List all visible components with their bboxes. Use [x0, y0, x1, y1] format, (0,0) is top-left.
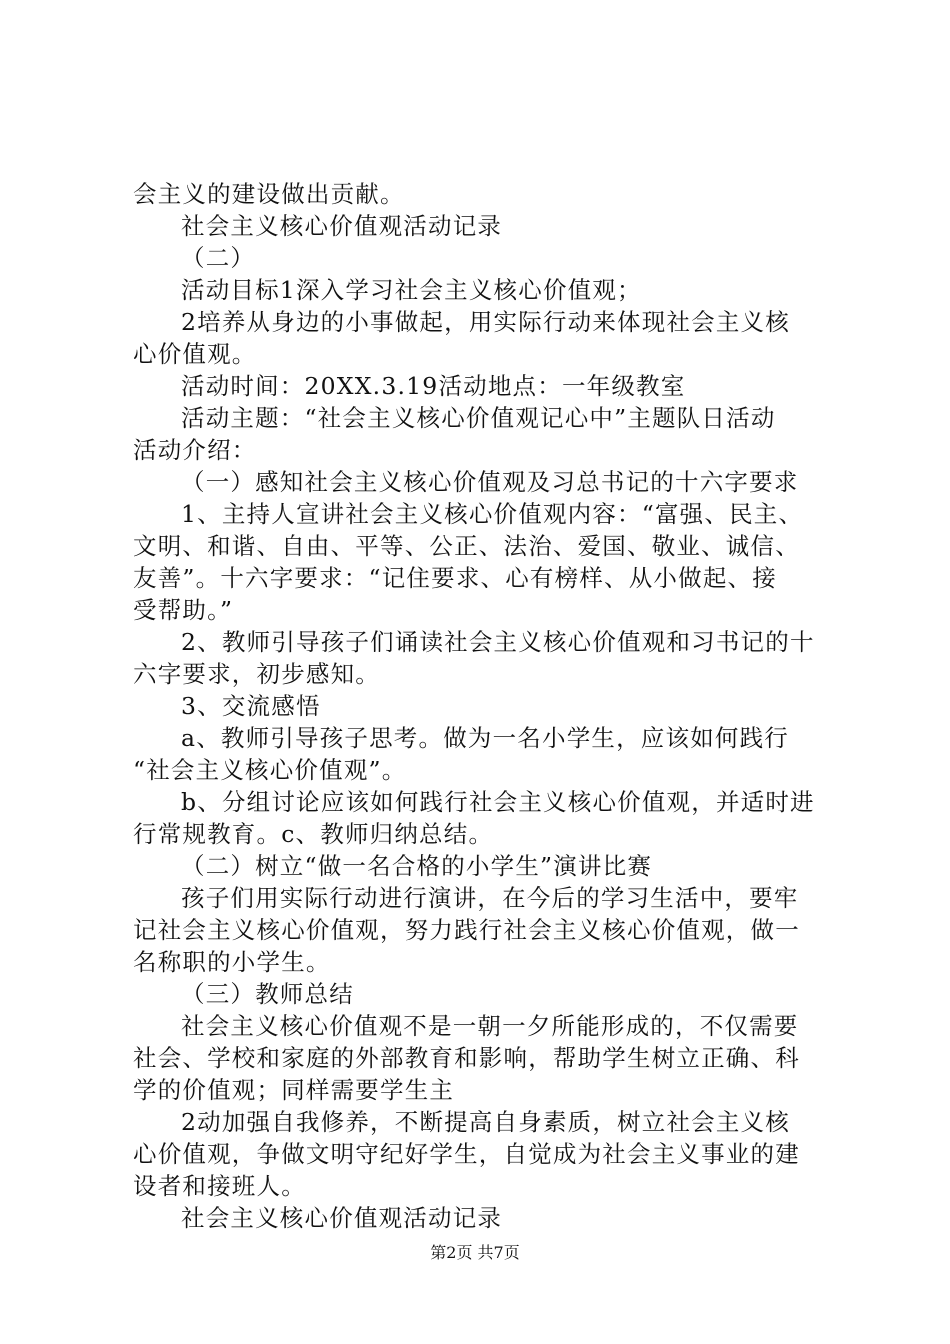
subsection-heading: （二）树立“做一名合格的小学生”演讲比赛	[181, 852, 653, 880]
text-line: 1、主持人宣讲社会主义核心价值观内容：“富强、民主、	[181, 500, 804, 528]
text-line: 活动时间：20XX.3.19活动地点：一年级教室	[181, 372, 686, 400]
section-heading: 社会主义核心价值观活动记录	[181, 1204, 503, 1232]
text-line: 记社会主义核心价值观，努力践行社会主义核心价值观，做一	[133, 916, 800, 944]
text-line: 2动加强自我修养，不断提高自身素质，树立社会主义核	[181, 1108, 790, 1136]
text-line: 社会、学校和家庭的外部教育和影响，帮助学生树立正确、科	[133, 1044, 800, 1072]
text-line: 会主义的建设做出贡献。	[133, 180, 405, 208]
section-number: （二）	[181, 244, 256, 272]
text-line: b、分组讨论应该如何践行社会主义核心价值观，并适时进	[181, 788, 815, 816]
text-line: 六字要求，初步感知。	[133, 660, 380, 688]
text-line: 心价值观。	[133, 340, 257, 368]
text-line: 活动介绍：	[133, 436, 257, 464]
text-line: 名称职的小学生。	[133, 948, 331, 976]
text-line: 孩子们用实际行动进行演讲，在今后的学习生活中，要牢	[181, 884, 799, 912]
text-line: 2培养从身边的小事做起，用实际行动来体现社会主义核	[181, 308, 790, 336]
page-number: 第2页 共7页	[430, 1243, 520, 1262]
text-line: 社会主义核心价值观不是一朝一夕所能形成的，不仅需要	[181, 1012, 799, 1040]
text-line: 受帮助。”	[133, 596, 234, 624]
text-line: 心价值观，争做文明守纪好学生，自觉成为社会主义事业的建	[133, 1140, 800, 1168]
text-line: “社会主义核心价值观”。	[133, 756, 407, 784]
text-line: 文明、和谐、自由、平等、公正、法治、爱国、敬业、诚信、	[133, 532, 800, 560]
text-line: 2、教师引导孩子们诵读社会主义核心价值观和习书记的十	[181, 628, 815, 656]
text-line: 活动主题：“社会主义核心价值观记心中”主题队日活动	[181, 404, 776, 432]
text-line: a、教师引导孩子思考。做为一名小学生，应该如何践行	[181, 724, 790, 752]
text-line: 3、交流感悟	[181, 692, 321, 720]
text-line: 设者和接班人。	[133, 1172, 306, 1200]
subsection-heading: （一）感知社会主义核心价值观及习总书记的十六字要求	[181, 468, 799, 496]
section-heading: 社会主义核心价值观活动记录	[181, 212, 503, 240]
text-line: 行常规教育。c、教师归纳总结。	[133, 820, 494, 848]
text-line: 友善”。十六字要求：“记住要求、心有榜样、从小做起、接	[133, 564, 777, 592]
text-line: 学的价值观；同样需要学生主	[133, 1076, 455, 1104]
subsection-heading: （三）教师总结	[181, 980, 354, 1008]
text-line: 活动目标1深入学习社会主义核心价值观；	[181, 276, 642, 304]
